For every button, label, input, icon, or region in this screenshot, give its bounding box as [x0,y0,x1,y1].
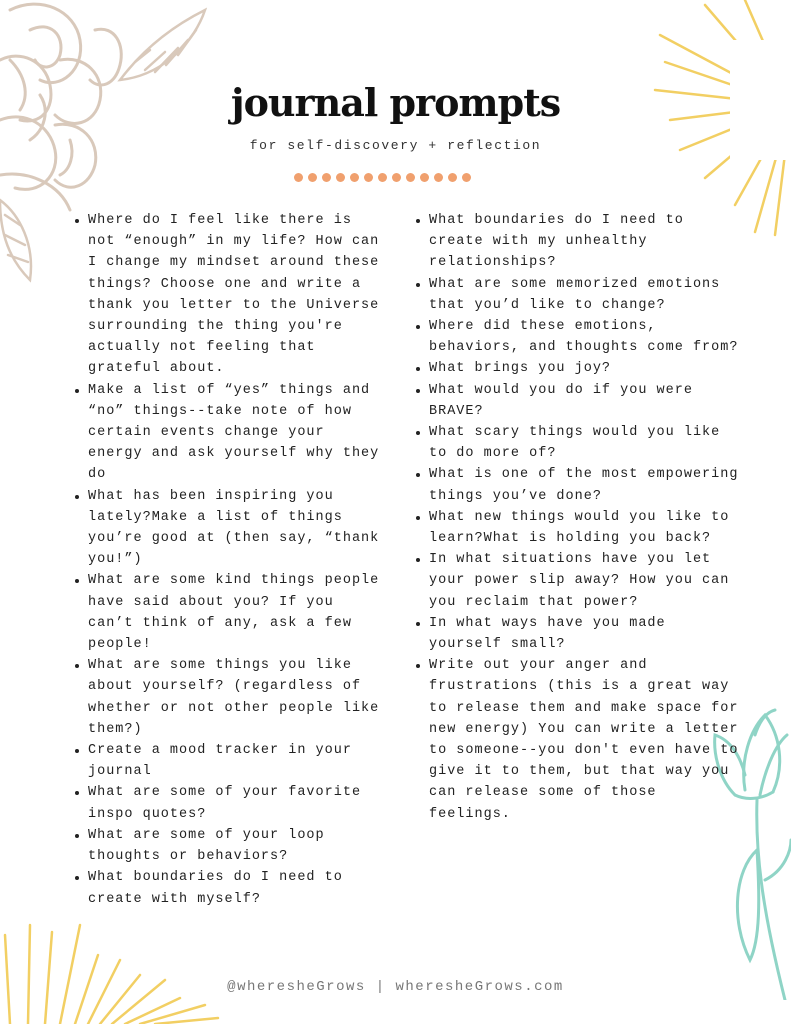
divider-dot [364,173,373,182]
prompt-item: What scary things would you like to do more of? [429,422,741,464]
prompt-list-left [68,210,388,910]
divider-dot [322,173,331,182]
divider-dot [434,173,443,182]
prompt-item: What boundaries do I need to create with myself? [88,867,388,909]
dot-divider [294,173,471,182]
divider-dot [336,173,345,182]
prompt-list-right [409,210,741,825]
prompt-item: What are some of your loop thoughts or behaviors? [88,825,388,867]
prompt-item: What are some memorized emotions that you’d like to change? [429,274,741,316]
divider-dot [462,173,471,182]
divider-dot [392,173,401,182]
prompt-item: In what ways have you made yourself small? [429,613,741,655]
prompt-item: What brings you joy? [429,358,741,379]
divider-dot [420,173,429,182]
divider-dot [406,173,415,182]
prompt-item: Where did these emotions, behaviors, and thoughts come from? [429,316,741,358]
page-subtitle: for self-discovery + reflection [249,138,542,153]
prompt-item: What is one of the most empowering things you’ve done? [429,464,741,506]
divider-dot [350,173,359,182]
page-title: journal prompts [230,80,561,125]
divider-dot [378,173,387,182]
prompt-item: What has been inspiring you lately?Make a list of things you’re good at (then say, “thank you!”) [88,486,388,571]
prompt-item: In what situations have you let your power slip away? How you can you reclaim that power? [429,549,741,613]
prompt-item: What boundaries do I need to create with my unhealthy relationships? [429,210,741,274]
divider-dot [308,173,317,182]
prompt-item: What are some kind things people have said about you? If you can’t think of any, ask a few people! [88,570,388,655]
prompt-item: Write out your anger and frustrations (this is a great way to release them and make space for new energy) You can write a letter to someone--you don't even have to give it to them, but that way you can release some of those feelings. [429,655,741,825]
divider-dot [448,173,457,182]
prompt-item: Create a mood tracker in your journal [88,740,388,782]
prompt-item: What are some things you like about yourself? (regardless of whether or not other people like them?) [88,655,388,740]
prompt-item: What are some of your favorite inspo quotes? [88,782,388,824]
prompt-item: Where do I feel like there is not “enough” in my life? How can I change my mindset around these things? Choose one and write a thank you letter to the Universe surrounding the thing you're actually not feeling that grateful about. [88,210,388,380]
prompt-item: What new things would you like to learn?What is holding you back? [429,507,741,549]
footer-handle: @wheresheGrows | wheresheGrows.com [227,979,564,995]
sunburst-bottom-left-illustration [0,920,220,1024]
prompt-item: Make a list of “yes” things and “no” things--take note of how certain events change your energy and ask yourself why they do [88,380,388,486]
divider-dot [294,173,303,182]
prompt-item: What would you do if you were BRAVE? [429,380,741,422]
